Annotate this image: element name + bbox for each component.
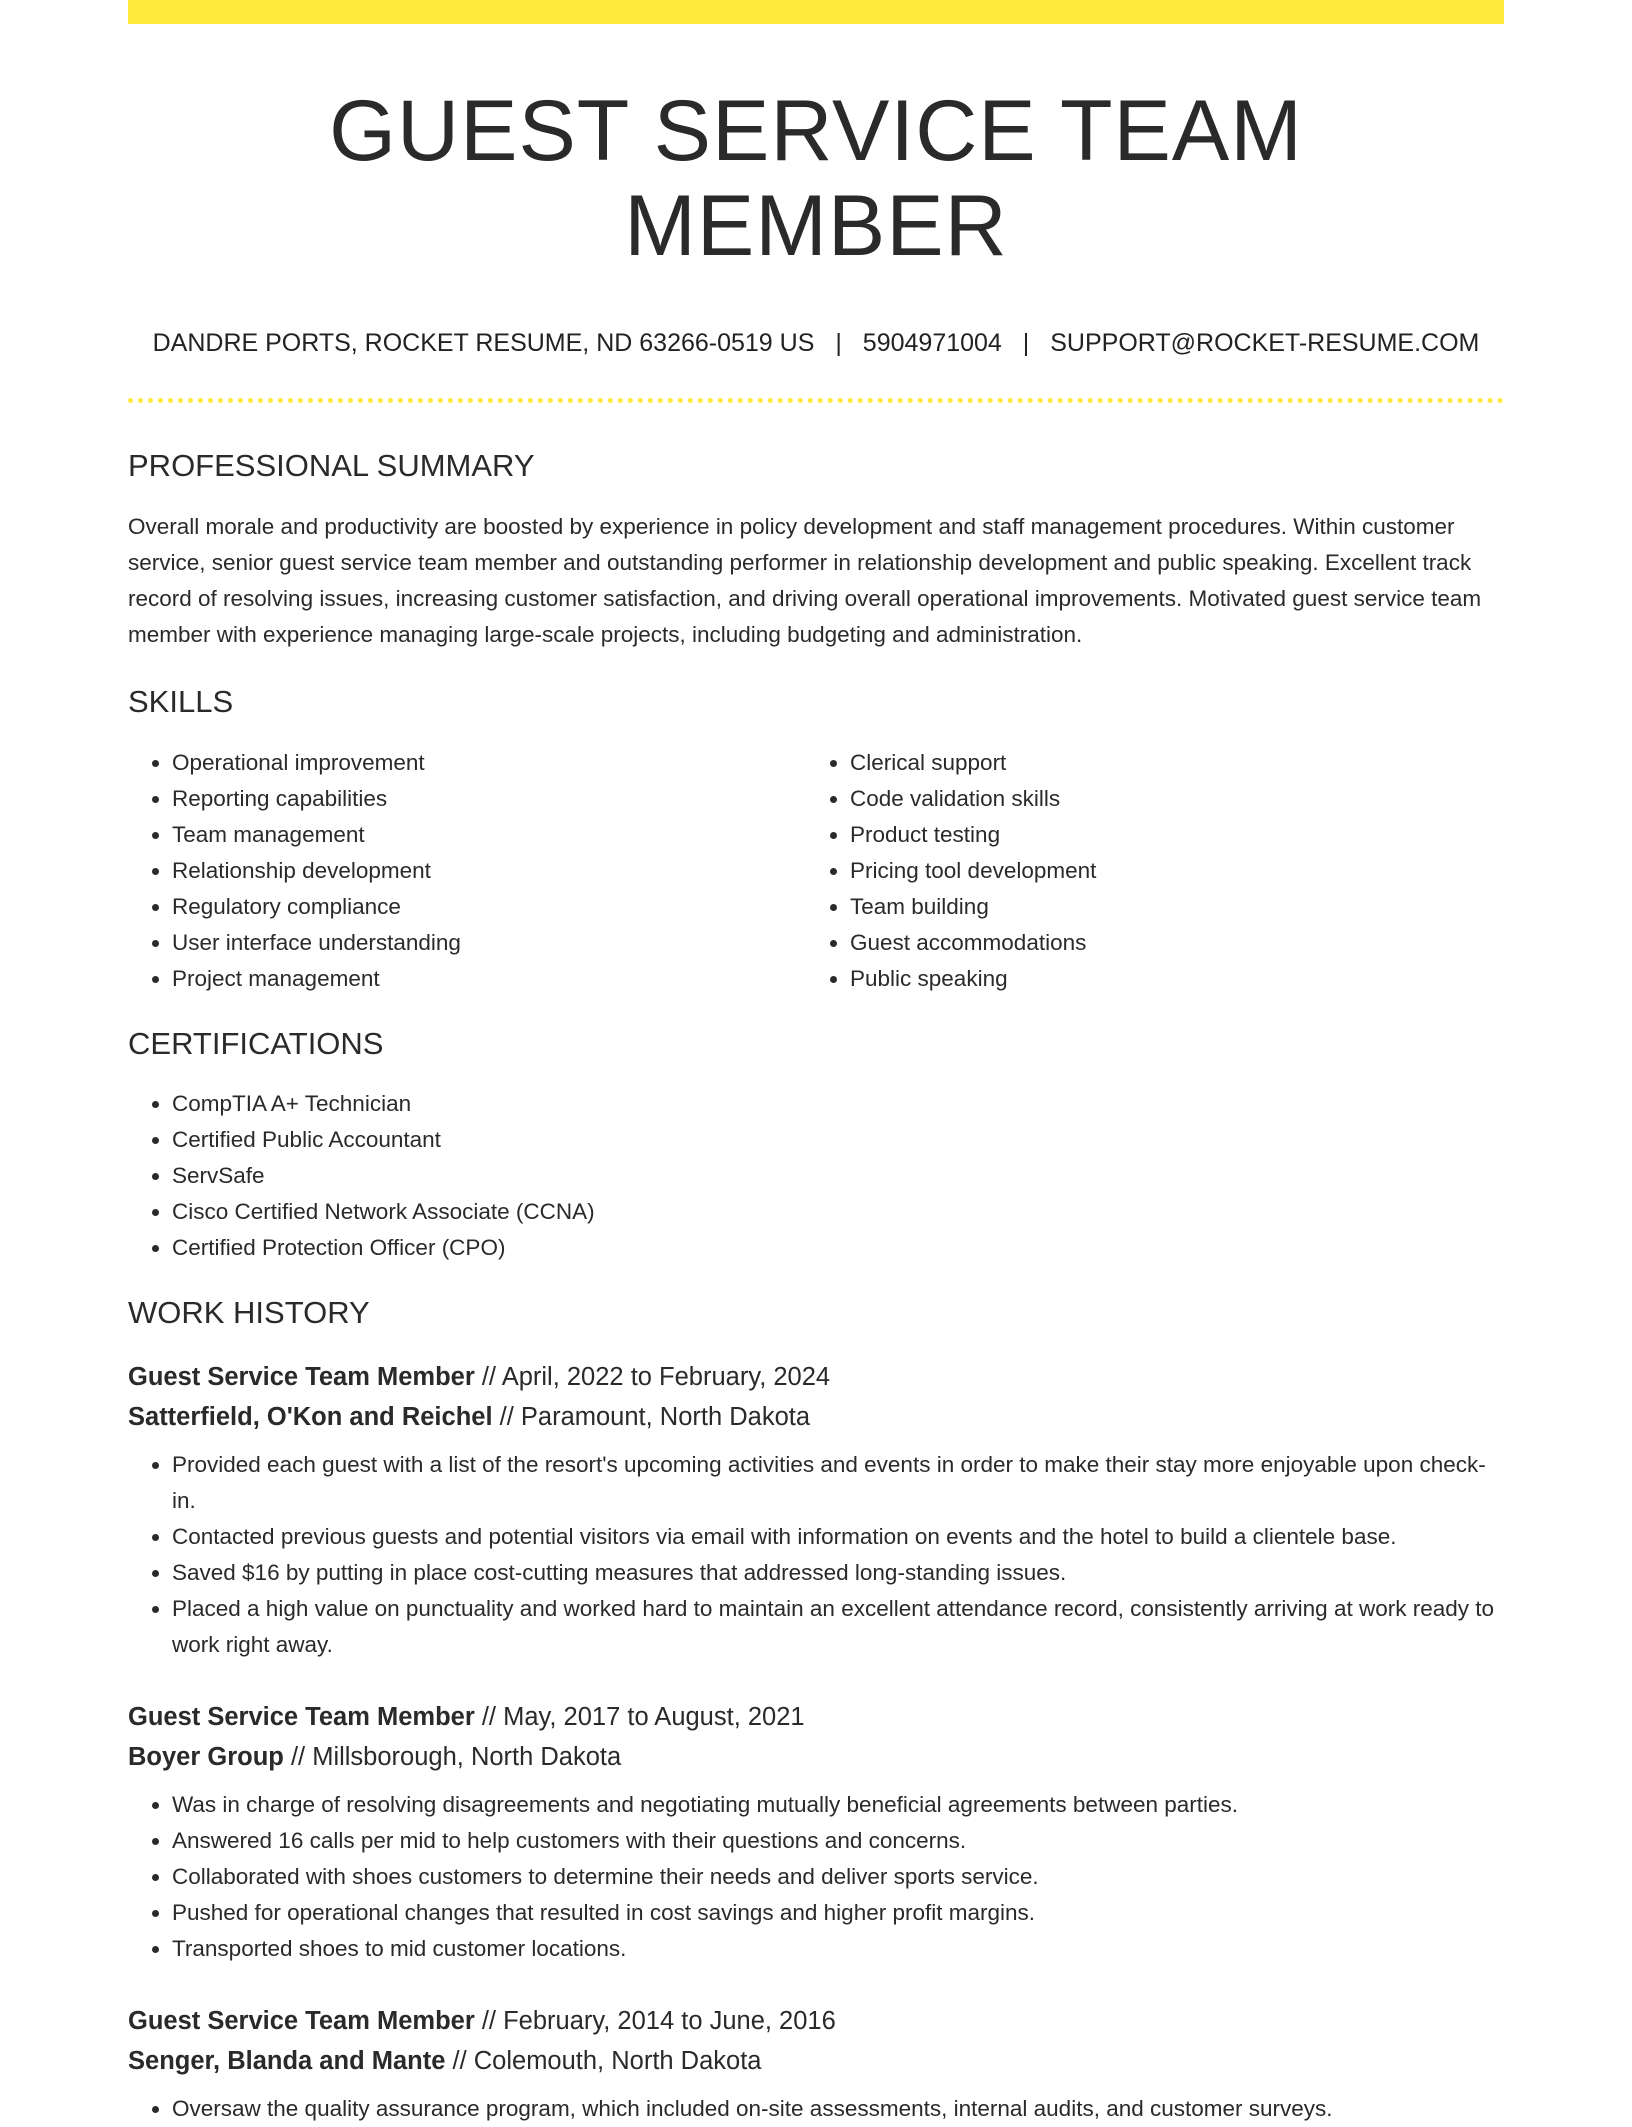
list-item: • Clerical support: [850, 745, 1484, 781]
summary-section: [128, 447, 1504, 653]
job-role: Guest Service Team Member: [128, 2006, 475, 2035]
job-company: Satterfield, O'Kon and Reichel: [128, 1402, 493, 1431]
phone: 5904971004: [862, 329, 1002, 358]
job-bullets: [128, 2091, 1504, 2127]
job-company-line: [128, 1397, 1504, 1437]
work-history-section: [128, 1294, 1504, 2127]
skills-list-right: [806, 745, 1484, 997]
job-company: Boyer Group: [128, 1742, 284, 1771]
dotted-divider: [128, 398, 1504, 403]
job-role: Guest Service Team Member: [128, 1362, 475, 1391]
list-item: • Collaborated with shoes customers to determine their needs and deliver sports service.: [172, 1859, 1504, 1895]
skills-section: [128, 683, 1504, 996]
list-item: • CompTIA A+ Technician: [172, 1086, 1504, 1122]
list-item: • Contacted previous guests and potential visitors via email with information on events and the hotel to build a clientele base.: [172, 1519, 1504, 1555]
list-item: • Provided each guest with a list of the resort's upcoming activities and events in order to make their stay more enjoyable upon check-in.: [172, 1447, 1504, 1519]
list-item: • Cisco Certified Network Associate (CCNA): [172, 1194, 1504, 1230]
summary-heading: PROFESSIONAL SUMMARY: [128, 448, 535, 484]
list-item: • Transported shoes to mid customer locations.: [172, 1931, 1504, 1967]
job-entry: [128, 2001, 1504, 2127]
job-location: // Colemouth, North Dakota: [445, 2046, 762, 2075]
list-item: • Code validation skills: [850, 781, 1484, 817]
skills-columns: [128, 745, 1504, 997]
job-location: // Paramount, North Dakota: [492, 1402, 811, 1431]
job-dates: // February, 2014 to June, 2016: [474, 2006, 836, 2035]
job-company-line: [128, 2041, 1504, 2081]
list-item: • Saved $16 by putting in place cost-cutting measures that addressed long-standing issues.: [172, 1555, 1504, 1591]
job-company-line: [128, 1737, 1504, 1777]
list-item: • Team management: [172, 817, 806, 853]
job-bullets: [128, 1447, 1504, 1663]
list-item: • Pushed for operational changes that resulted in cost savings and higher profit margins.: [172, 1895, 1504, 1931]
list-item: • Answered 16 calls per mid to help customers with their questions and concerns.: [172, 1823, 1504, 1859]
certifications-list: [128, 1086, 1504, 1266]
summary-text: Overall morale and productivity are boosted by experience in policy development and staff management procedures. Within customer service, senior guest service team member and outstanding performer in relationship development and public speaking. Excellent track record of resolving issues, increasing customer satisfaction, and driving overall operational improvements. Motivated guest service team member with experience managing large-scale projects, including budgeting and administration.: [128, 514, 1482, 648]
job-location: // Millsborough, North Dakota: [283, 1742, 622, 1771]
certifications-heading: CERTIFICATIONS: [128, 1025, 384, 1061]
job-title-line: [128, 2001, 1504, 2041]
job-entry: [128, 1357, 1504, 1663]
job-dates: // April, 2022 to February, 2024: [474, 1362, 831, 1391]
list-item: • Oversaw the quality assurance program, which included on-site assessments, internal audits, and customer surveys.: [172, 2091, 1504, 2127]
job-title-line: [128, 1357, 1504, 1397]
job-bullets: [128, 1787, 1504, 1967]
list-item: • Relationship development: [172, 853, 806, 889]
list-item: • Public speaking: [850, 961, 1484, 997]
skills-heading: SKILLS: [128, 684, 234, 720]
list-item: • Product testing: [850, 817, 1484, 853]
list-item: • Project management: [172, 961, 806, 997]
list-item: • Regulatory compliance: [172, 889, 806, 925]
address: DANDRE PORTS, ROCKET RESUME, ND 63266-0519 US: [152, 329, 815, 358]
contact-line: [128, 328, 1504, 358]
job-title-line: [128, 1697, 1504, 1737]
accent-bar: [128, 0, 1504, 24]
contact-separator: |: [1022, 329, 1030, 358]
certifications-section: [128, 1025, 1504, 1266]
list-item: • ServSafe: [172, 1158, 1504, 1194]
email: SUPPORT@ROCKET-RESUME.COM: [1050, 329, 1480, 358]
list-item: • User interface understanding: [172, 925, 806, 961]
job-role: Guest Service Team Member: [128, 1702, 475, 1731]
job-dates: // May, 2017 to August, 2021: [474, 1702, 805, 1731]
list-item: • Guest accommodations: [850, 925, 1484, 961]
list-item: • Placed a high value on punctuality and worked hard to maintain an excellent attendance record, consistently arriving at work ready to work right away.: [172, 1591, 1504, 1663]
job-entry: [128, 1697, 1504, 1967]
resume-page: [128, 0, 1504, 2127]
job-company: Senger, Blanda and Mante: [128, 2046, 446, 2075]
list-item: • Certified Protection Officer (CPO): [172, 1230, 1504, 1266]
list-item: • Was in charge of resolving disagreements and negotiating mutually beneficial agreements between parties.: [172, 1787, 1504, 1823]
list-item: • Certified Public Accountant: [172, 1122, 1504, 1158]
contact-separator: |: [835, 329, 842, 358]
list-item: • Team building: [850, 889, 1484, 925]
work-history-heading: WORK HISTORY: [128, 1294, 370, 1330]
skills-list-left: [128, 745, 806, 997]
page-title: GUEST SERVICE TEAM MEMBER: [329, 83, 1303, 274]
list-item: • Pricing tool development: [850, 853, 1484, 889]
list-item: • Operational improvement: [172, 745, 806, 781]
list-item: • Reporting capabilities: [172, 781, 806, 817]
